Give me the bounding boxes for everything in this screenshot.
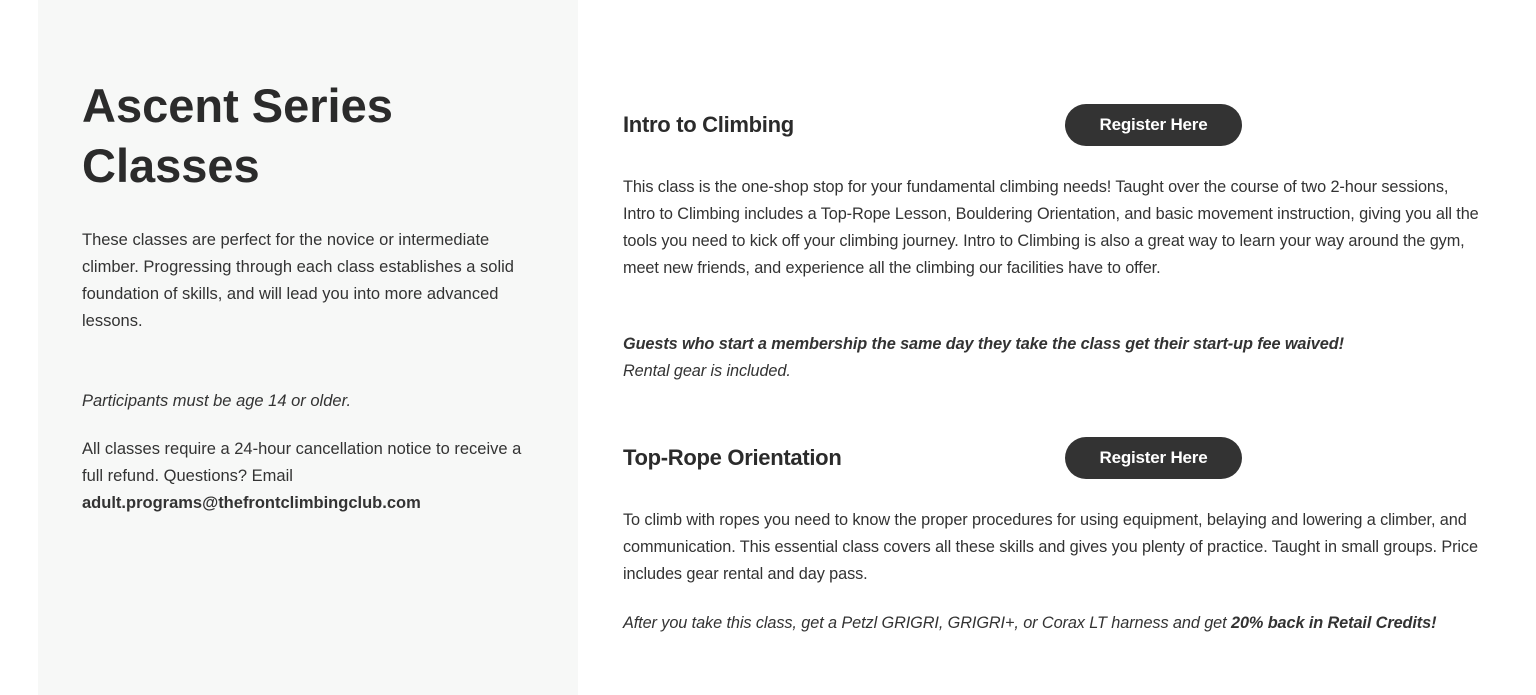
register-button[interactable]: Register Here [1065,437,1242,479]
class-description: This class is the one-shop stop for your fundamental climbing needs! Taught over the course of two 2-hour sessions, Intro to Climbing includes a Top-Rope Lesson, Bouldering Orientation, and basic movement instruction, giving you all the tools you need to kick off your climbing journey. Intro to Climbing is also a great way to learn your way around the gym, meet new friends, and experience all the climbing our facilities have to offer. [623,178,1479,277]
class-description: To climb with ropes you need to know the proper procedures for using equipment, belaying and lowering a climber, and communication. This essential class covers all these skills and gives you plenty of practice. Taught in small groups. Price includes gear rental and day pass. [623,511,1478,583]
class-note [623,331,1383,385]
class-title: Top-Rope Orientation [623,445,842,470]
harness-offer: After you take this class, get a Petzl GRIGRI, GRIGRI+, or Corax LT harness and get [623,614,1231,632]
cancellation-text [82,436,542,517]
age-note: Participants must be age 14 or older. [82,392,352,410]
contact-email[interactable]: adult.programs@thefrontclimbingclub.com [82,494,421,512]
class-title: Intro to Climbing [623,112,794,137]
sidebar-panel [38,0,578,695]
class-note [623,610,1481,637]
membership-offer: Guests who start a membership the same day they take the class get their start-up fee waived! [623,335,1344,353]
cancellation-policy: All classes require a 24-hour cancellation notice to receive a full refund. Questions? Email [82,440,522,485]
rental-note: Rental gear is included. [623,362,791,380]
page-title: Ascent Series Classes [82,79,393,192]
retail-credit-offer: 20% back in Retail Credits! [1230,614,1437,632]
register-button[interactable]: Register Here [1065,104,1242,146]
intro-text: These classes are perfect for the novice or intermediate climber. Progressing through each class establishes a solid foundation of skills, and will lead you into more advanced lessons. [82,231,514,330]
